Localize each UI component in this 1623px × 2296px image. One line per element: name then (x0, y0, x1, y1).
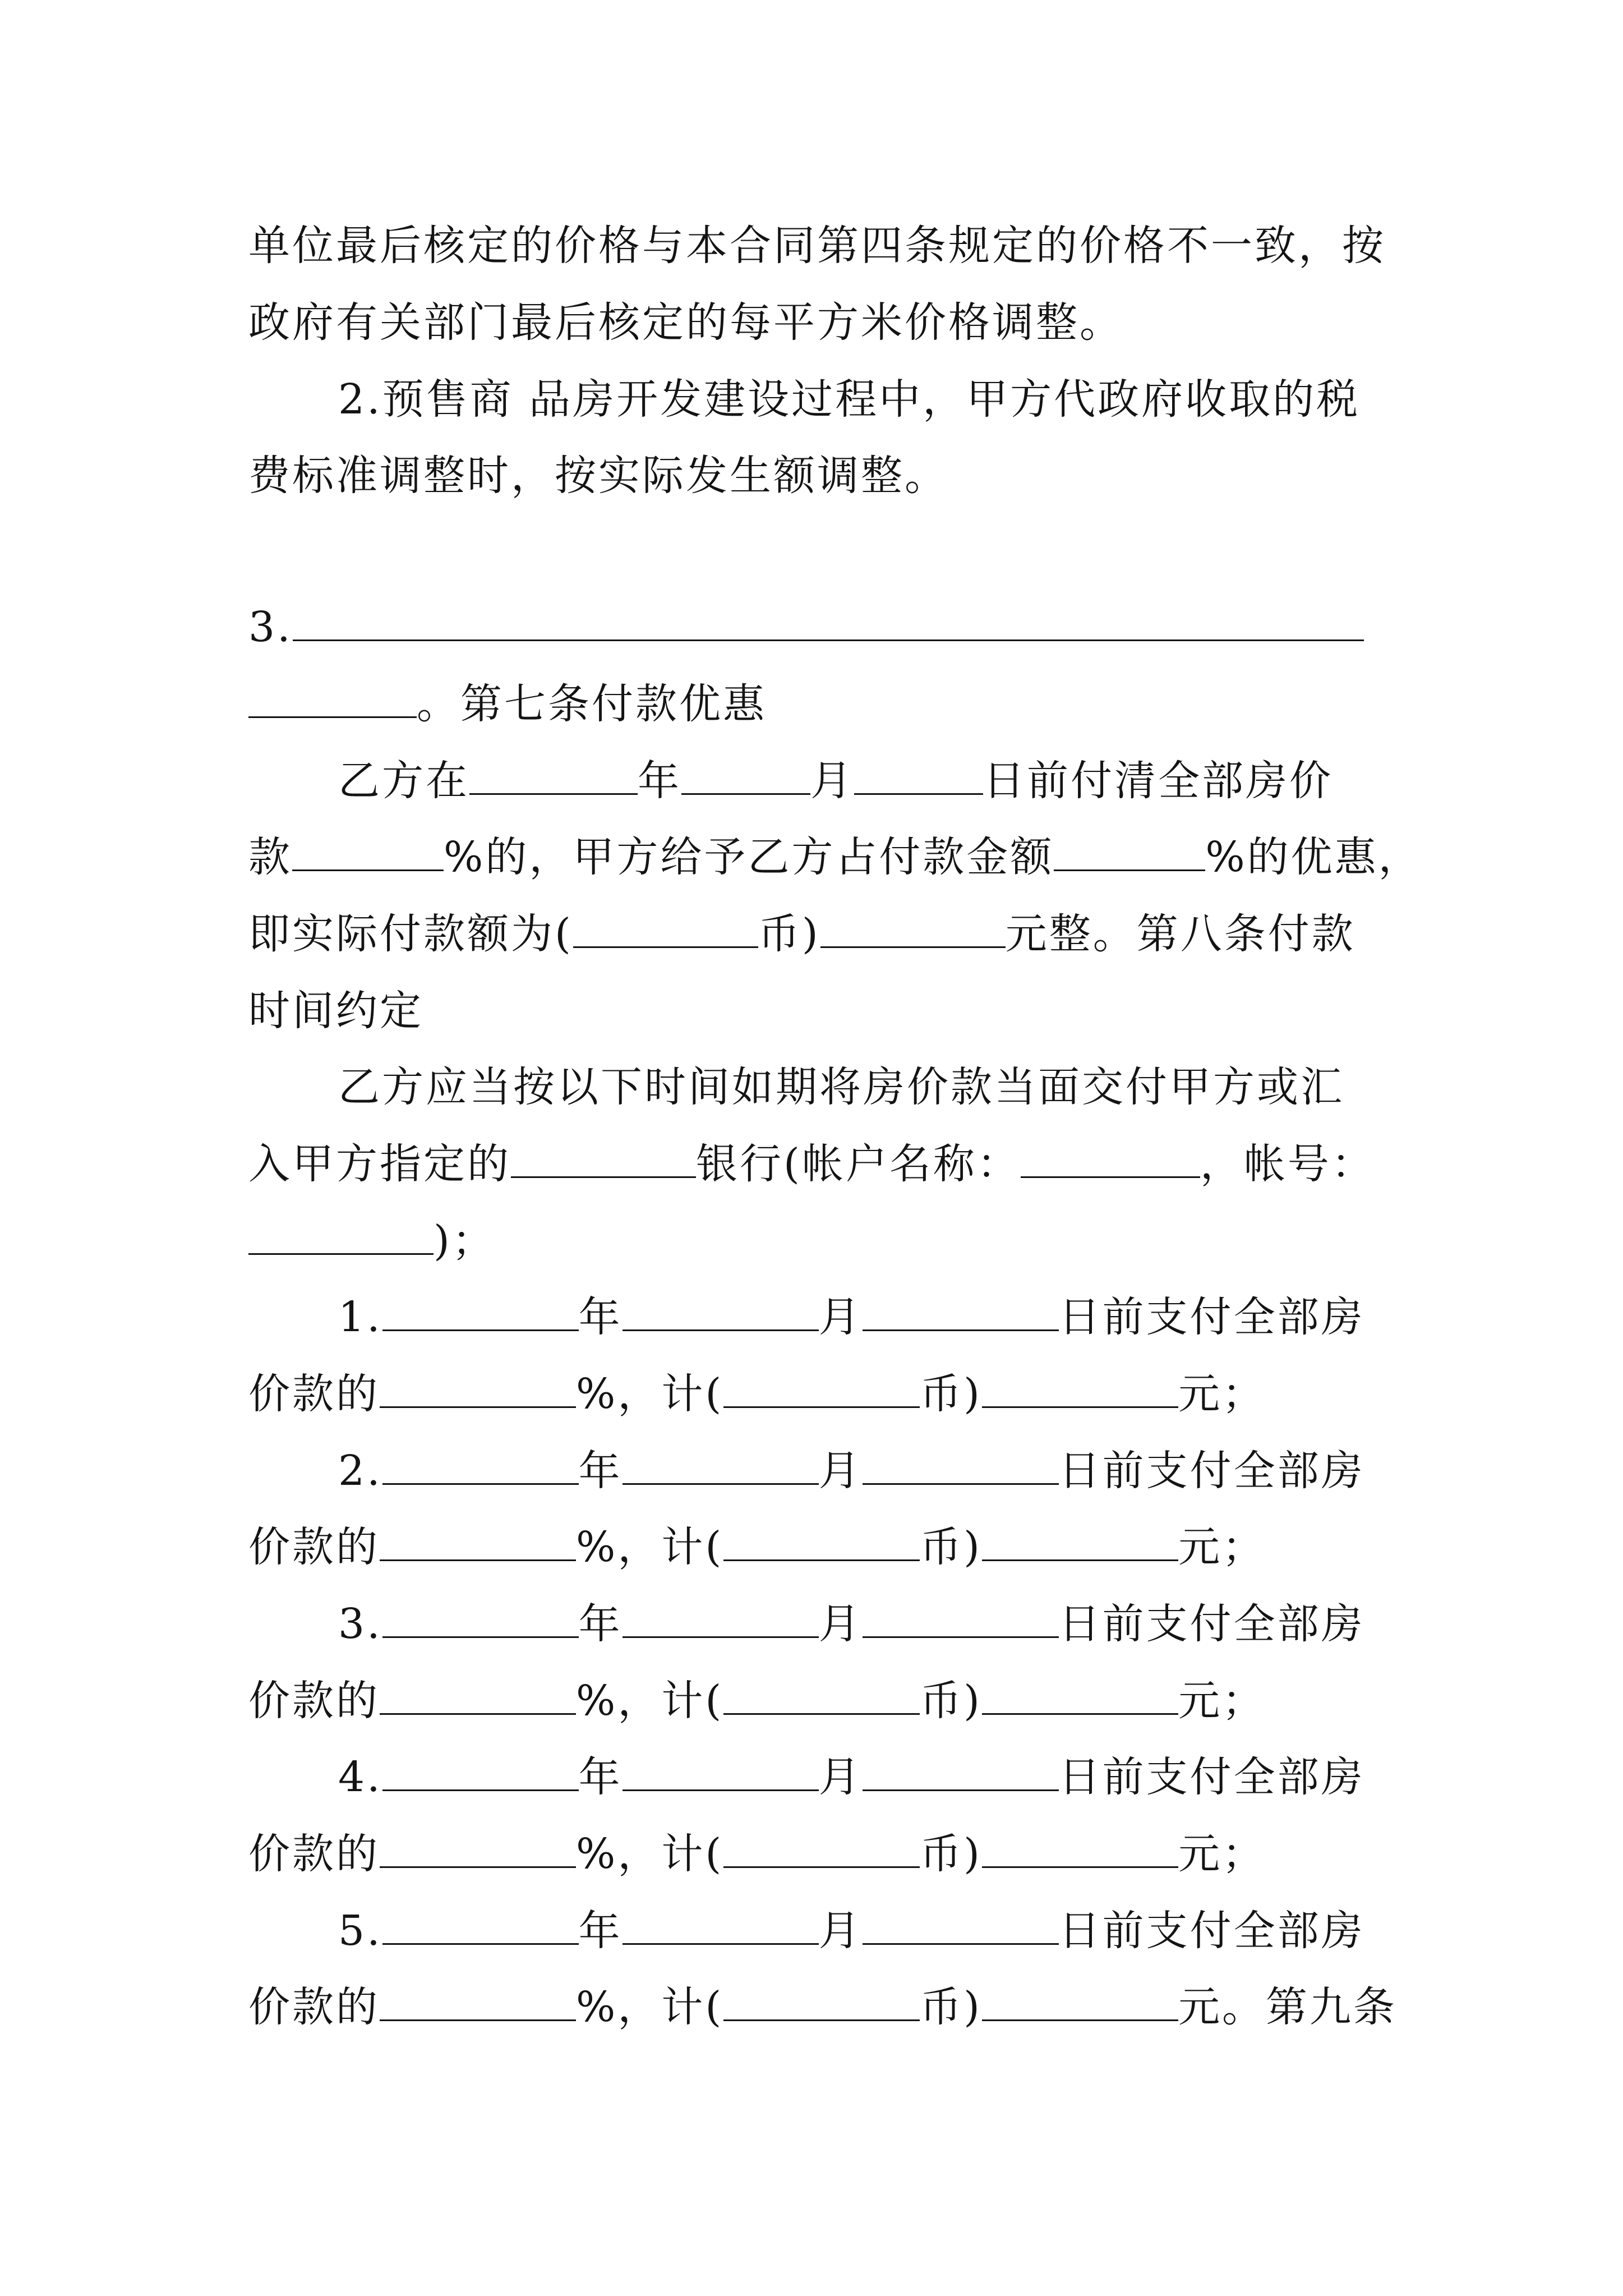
installment-line (248, 1519, 1266, 1575)
text: 时间约定 (248, 987, 423, 1035)
text: %，计( (576, 1983, 724, 2031)
blank-field[interactable] (623, 1602, 819, 1638)
account-number-blank[interactable] (248, 1218, 434, 1255)
text: 银行(帐户名称： (696, 1140, 1021, 1188)
item-number: 3. (248, 603, 293, 651)
text: 价款的 (248, 1523, 380, 1571)
discount-line (248, 906, 1355, 962)
item-number: 3. (338, 1600, 382, 1648)
installment-line (338, 1289, 1365, 1345)
blank-field[interactable] (380, 1832, 576, 1868)
blank-field[interactable] (854, 758, 983, 795)
blank-field[interactable] (382, 1295, 579, 1331)
text: 费标准调整时，按实际发生额调整。 (248, 452, 948, 500)
blank-field[interactable] (623, 1448, 819, 1485)
blank-field[interactable] (469, 758, 638, 795)
text: 元； (1178, 1677, 1266, 1725)
blank-field[interactable] (982, 1525, 1178, 1561)
text: 年 (578, 1753, 623, 1801)
text: ，帐号： (1200, 1140, 1375, 1188)
blank-field[interactable] (982, 1985, 1178, 2021)
blank-field[interactable] (982, 1832, 1178, 1868)
blank-field[interactable] (292, 835, 444, 871)
blank-field[interactable] (248, 682, 417, 718)
text: 价款的 (248, 1983, 380, 2031)
blank-field[interactable] (380, 1985, 576, 2021)
item-number: 1. (338, 1293, 382, 1341)
text: 单位最后核定的价格与本合同第四条规定的价格不一致，按 (248, 222, 1386, 270)
text: 币) (920, 1830, 983, 1878)
text: 年 (578, 1600, 623, 1648)
text: 币) (920, 1983, 983, 2031)
text: )； (434, 1217, 496, 1265)
text: %的优惠， (1205, 833, 1422, 881)
text: 月 (810, 757, 854, 805)
text: 年 (638, 757, 681, 805)
item-3-line (248, 599, 1364, 655)
blank-field[interactable] (380, 1525, 576, 1561)
bank-name-blank[interactable] (511, 1142, 696, 1178)
blank-field[interactable] (863, 1295, 1059, 1331)
text: 乙方在 (338, 757, 469, 805)
discount-line (338, 753, 1333, 809)
blank-field[interactable] (380, 1372, 576, 1408)
blank-field[interactable] (723, 1372, 920, 1408)
item-3-continuation (248, 676, 767, 732)
text: 币) (920, 1370, 983, 1418)
text: 币) (920, 1523, 983, 1571)
text: 日前支付全部房 (1058, 1753, 1365, 1801)
text: 日前支付全部房 (1058, 1907, 1365, 1955)
blank-field[interactable] (863, 1602, 1059, 1638)
section-heading: 。第七条付款优惠 (417, 680, 767, 728)
payment-terms-line (248, 1213, 496, 1269)
paragraph-line (248, 218, 1386, 274)
item-number: 2. (338, 1447, 382, 1495)
text: 币) (758, 910, 820, 958)
blank-field[interactable] (380, 1678, 576, 1715)
item-number: 5. (338, 1907, 382, 1955)
paragraph-line (338, 371, 1360, 427)
text: 日前支付全部房 (1058, 1447, 1365, 1495)
text: 日前支付全部房 (1058, 1600, 1365, 1648)
text: 币) (920, 1677, 983, 1725)
installment-line (248, 1366, 1266, 1422)
text: 款 (248, 833, 292, 881)
blank-field[interactable] (1054, 835, 1205, 871)
blank-field[interactable] (863, 1755, 1059, 1791)
blank-field[interactable] (723, 1985, 920, 2021)
installment-line (338, 1596, 1365, 1652)
blank-field[interactable] (573, 912, 758, 948)
text: %的，甲方给予乙方占付款金额 (444, 833, 1054, 881)
blank-field[interactable] (623, 1908, 819, 1945)
text: 月 (818, 1907, 863, 1955)
text: 2.预售商 品房开发建设过程中，甲方代政府收取的税 (338, 375, 1361, 424)
text: %，计( (576, 1830, 724, 1878)
text: 月 (818, 1600, 863, 1648)
text: 日前支付全部房 (1058, 1293, 1365, 1341)
text: 入甲方指定的 (248, 1140, 511, 1188)
text: 年 (578, 1907, 623, 1955)
text: 元整。第八条付款 (1005, 910, 1355, 958)
payment-terms-line (248, 1136, 1375, 1192)
blank-field[interactable] (723, 1678, 920, 1715)
text: 乙方应当按以下时间如期将房价款当面交付甲方或汇 (338, 1063, 1344, 1111)
discount-line (248, 829, 1422, 885)
blank-field[interactable] (382, 1755, 579, 1791)
text: 政府有关部门最后核定的每平方米价格调整。 (248, 298, 1123, 347)
text: 日前付清全部房价 (983, 757, 1333, 805)
blank-field[interactable] (382, 1908, 579, 1945)
installment-line (338, 1443, 1365, 1499)
paragraph-line (248, 448, 948, 504)
blank-field[interactable] (982, 1678, 1178, 1715)
item-number: 4. (338, 1753, 382, 1801)
text: %，计( (576, 1370, 724, 1418)
payment-terms-line (338, 1059, 1344, 1115)
paragraph-line (248, 295, 1123, 351)
text: 价款的 (248, 1677, 380, 1725)
text: 月 (818, 1447, 863, 1495)
text: %，计( (576, 1677, 724, 1725)
text: 元； (1178, 1830, 1266, 1878)
installment-line (248, 1979, 1397, 2035)
discount-line (248, 983, 423, 1039)
text: 元； (1178, 1370, 1266, 1418)
text: 价款的 (248, 1370, 380, 1418)
blank-field[interactable] (863, 1448, 1059, 1485)
account-name-blank[interactable] (1021, 1142, 1200, 1178)
blank-field[interactable] (820, 912, 1006, 948)
blank-field[interactable] (982, 1372, 1178, 1408)
text: 元； (1178, 1523, 1266, 1571)
text: 元。第九条 (1178, 1983, 1398, 2031)
text: 即实际付款额为( (248, 910, 573, 958)
text: 年 (578, 1447, 623, 1495)
blank-field[interactable] (623, 1755, 819, 1791)
text: %，计( (576, 1523, 724, 1571)
blank-field[interactable] (623, 1295, 819, 1331)
blank-field[interactable] (382, 1602, 579, 1638)
installment-line (248, 1826, 1266, 1882)
text: 价款的 (248, 1830, 380, 1878)
installment-line (248, 1673, 1266, 1729)
blank-field[interactable] (293, 605, 1364, 641)
installment-line (338, 1903, 1365, 1959)
blank-field[interactable] (863, 1908, 1059, 1945)
blank-field[interactable] (382, 1448, 579, 1485)
blank-field[interactable] (723, 1832, 920, 1868)
installment-line (338, 1749, 1365, 1805)
blank-field[interactable] (681, 758, 810, 795)
text: 月 (818, 1293, 863, 1341)
blank-field[interactable] (723, 1525, 920, 1561)
text: 月 (818, 1753, 863, 1801)
text: 年 (578, 1293, 623, 1341)
